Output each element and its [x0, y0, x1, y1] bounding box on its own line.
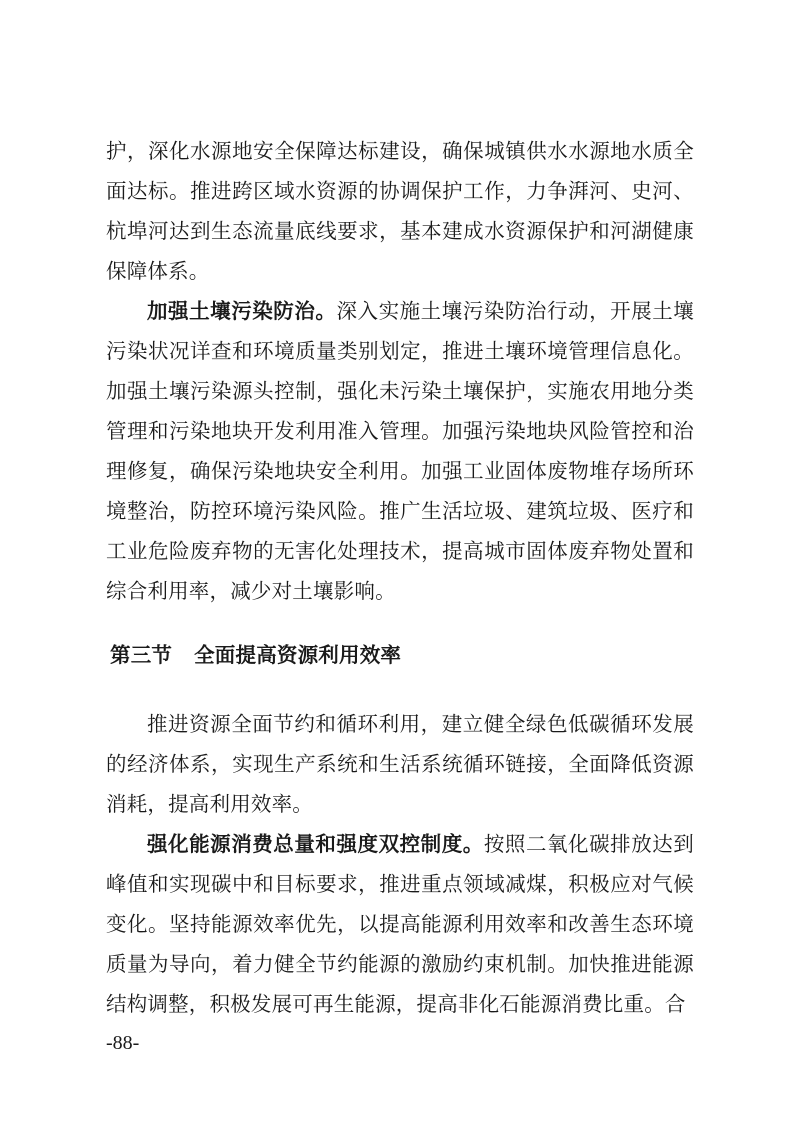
paragraph-soil-pollution — [106, 291, 694, 611]
paragraph-lead-heading: 加强土壤污染防治。 — [147, 299, 337, 323]
paragraph-lead-heading: 强化能源消费总量和强度双控制度。 — [147, 832, 484, 856]
paragraph-energy-control — [106, 824, 694, 1024]
paragraph-resource-conservation — [106, 704, 694, 824]
section-number: 第三节 — [110, 643, 173, 667]
paragraph-water-source-protection — [106, 131, 694, 291]
paragraph-text: 护，深化水源地安全保障达标建设，确保城镇供水水源地水质全面达标。推进跨区域水资源的协调保护工作，力争湃河、史河、杭埠河达到生态流量底线要求，基本建成水资源保护和河湖健康保障体系。 — [106, 139, 694, 283]
paragraph-text: 推进资源全面节约和循环利用，建立健全绿色低碳循环发展的经济体系，实现生产系统和生活系统循环链接，全面降低资源消耗，提高利用效率。 — [106, 712, 694, 816]
section-heading — [106, 635, 694, 675]
paragraph-text: 按照二氧化碳排放达到峰值和实现碳中和目标要求，推进重点领域减煤，积极应对气候变化。坚持能源效率优先，以提高能源利用效率和改善生态环境质量为导向，着力健全节约能源的激励约束机制。加快推进能源结构调整，积极发展可再生能源，提高非化石能源消费比重。合 — [106, 832, 695, 1016]
document-page — [106, 131, 694, 1024]
page-number: -88- — [106, 1032, 140, 1054]
paragraph-text: 深入实施土壤污染防治行动，开展土壤污染状况详查和环境质量类别划定，推进土壤环境管理信息化。加强土壤污染源头控制，强化未污染土壤保护，实施农用地分类管理和污染地块开发利用准入管理。加强污染地块风险管控和治理修复，确保污染地块安全利用。加强工业固体废物堆存场所环境整治，防控环境污染风险。推广生活垃圾、建筑垃圾、医疗和工业危险废弃物的无害化处理技术，提高城市固体废弃物处置和综合利用率，减少对土壤影响。 — [106, 299, 694, 603]
section-title: 全面提高资源利用效率 — [194, 643, 402, 667]
